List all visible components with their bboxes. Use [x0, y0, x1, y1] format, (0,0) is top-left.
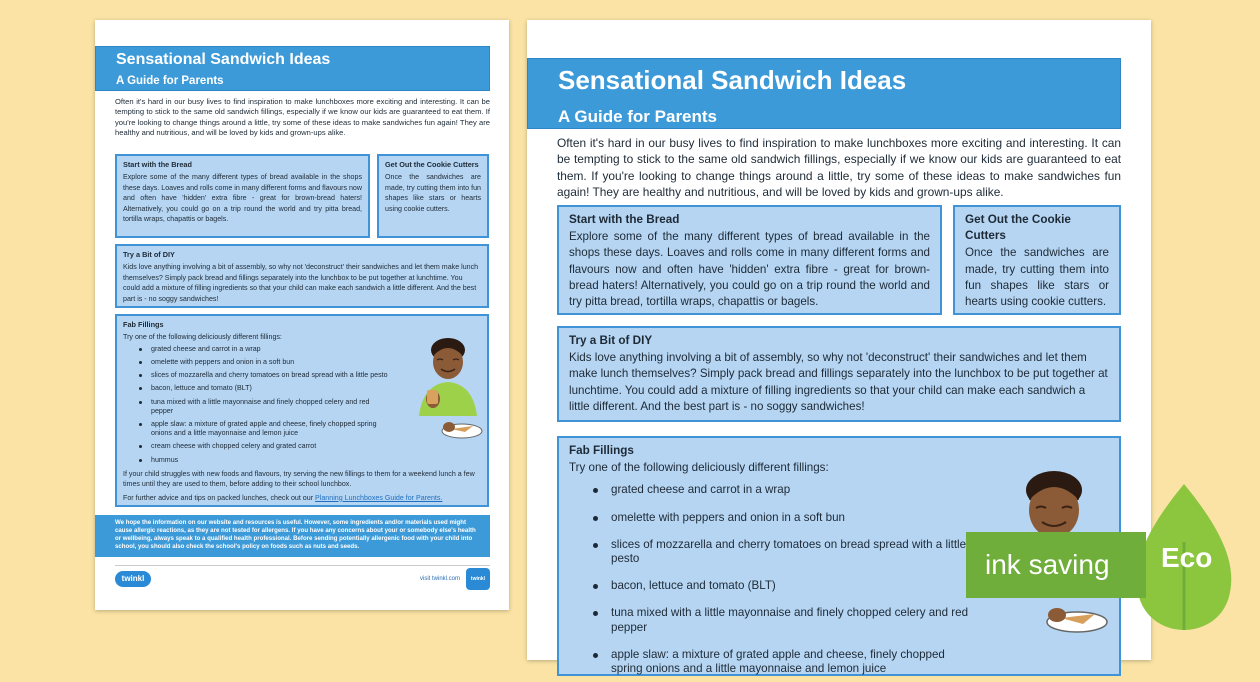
bread-title: Start with the Bread: [123, 160, 192, 169]
bread-box: [115, 154, 370, 238]
diy-text: Kids love anything involving a bit of assembly, so why not 'deconstruct' their sandwiches and let them make lunch themselves? Simply pack bread and fillings separately into the lunchbox to be put together at lunchtime. You could add a mixture of filling ingredients so that your child can make each sandwich a little different. And the best part is - no soggy sandwiches!: [123, 263, 479, 303]
list-item: tuna mixed with a little mayonnaise and finely chopped celery and red pepper: [138, 398, 388, 416]
page-footer: [115, 565, 490, 591]
fillings-lead: Try one of the following deliciously different fillings:: [123, 333, 282, 342]
title-banner-large: [527, 58, 1121, 129]
list-item: cream cheese with chopped celery and grated carrot: [138, 442, 388, 451]
title-banner: [95, 46, 490, 91]
list-item: grated cheese and carrot in a wrap: [138, 345, 388, 354]
diy-title-large: Try a Bit of DIY: [569, 334, 653, 347]
list-item: omelette with peppers and onion in a soft bun: [138, 358, 388, 367]
diy-title: Try a Bit of DIY: [123, 250, 175, 259]
list-item: bacon, lettuce and tomato (BLT): [138, 384, 388, 393]
fillings-advice: [123, 493, 481, 503]
page-subtitle: A Guide for Parents: [116, 75, 224, 87]
page-title: Sensational Sandwich Ideas: [116, 51, 331, 68]
cutters-title: Get Out the Cookie Cutters: [385, 160, 479, 169]
bread-title-large: Start with the Bread: [569, 213, 680, 226]
diy-box-large: [557, 326, 1121, 422]
bread-text: Explore some of the many different types of bread available in the shops these days. Loaves and rolls come in many different forms and flavours now and often have 'hidden' extra fibre - great for brown-bread haters! Alternatively, you could go on a trip round the world and try pitta bread, tortilla wraps, chapattis or bagels.: [123, 173, 362, 224]
bread-box-large: [557, 205, 942, 315]
cutters-box-large: [953, 205, 1121, 315]
fillings-list: [123, 345, 388, 465]
fillings-title-large: Fab Fillings: [569, 444, 634, 457]
intro-paragraph-large: Often it's hard in our busy lives to find inspiration to make lunchboxes more exciting and interesting. It can be tempting to stick to the same old sandwich fillings, especially if we know our kids are guaranteed to eat them. If you're looking to change things around a little, try some of these ideas to make sandwiches fun again! They are healthy and nutritious, and will be loved by kids and grown-ups alike.: [557, 136, 1121, 199]
allergy-notice: We hope the information on our website and resources is useful. However, some ingredients and/or materials used might cause allergic reactions, as they are not tested for allergens. If you have any concerns about your or somebody else's health or wellbeing, always speak to a qualified health professional. Before sending potentially allergenic food with your child into school, you should also check the school's policy on foods such as nuts and seeds.: [95, 515, 490, 557]
cutters-title-large: Get Out the Cookie Cutters: [965, 213, 1071, 243]
list-item: apple slaw: a mixture of grated apple and cheese, finely chopped spring onions and a little mayonnaise and lemon juice: [138, 420, 388, 438]
list-item: hummus: [138, 456, 388, 465]
list-item: slices of mozzarella and cherry tomatoes on bread spread with a little pesto: [591, 537, 969, 572]
ink-saving-label: ink saving: [966, 532, 1146, 598]
diy-text-large: Kids love anything involving a bit of assembly, so why not 'deconstruct' their sandwiches and let them make lunch themselves? Simply pack bread and fillings separately into the lunchbox to be put together at lunchtime. You could add a mixture of filling ingredients so that your child can make each sandwich a little different. And the best part is - no soggy sandwiches!: [569, 351, 1108, 413]
bread-text-large: Explore some of the many different types of bread available in the shops these days. Loaves and rolls come in many different forms and flavours now and often have 'hidden' extra fibre - great for brown-bread haters! Alternatively, you could go on a trip round the world and try pitta bread, tortilla wraps, chapattis or bagels.: [569, 230, 930, 309]
advice-prefix: For further advice and tips on packed lunches, check out our: [123, 493, 316, 502]
cutters-box: [377, 154, 489, 238]
fillings-lead-large: Try one of the following deliciously different fillings:: [569, 461, 829, 475]
fillings-box: [115, 314, 489, 507]
cutters-text: Once the sandwiches are made, try cutting them into fun shapes like stars or hearts using cookie cutters.: [385, 173, 481, 213]
child-eating-illustration: [413, 336, 483, 448]
intro-paragraph: Often it's hard in our busy lives to find inspiration to make lunchboxes more exciting and interesting. It can be tempting to stick to the same old sandwich fillings, especially if we know our kids are guaranteed to eat them. If you're looking to change things around a little, try some of these ideas to make sandwiches fun again! They are healthy and nutritious, and will be loved by kids and grown-ups alike.: [115, 97, 490, 138]
list-item: apple slaw: a mixture of grated apple and cheese, finely chopped spring onions and a little mayonnaise and lemon juice: [591, 647, 969, 682]
diy-box: [115, 244, 489, 308]
list-item: omelette with peppers and onion in a soft bun: [591, 510, 969, 531]
footer-site: visit twinkl.com: [419, 576, 460, 582]
page-title-large: Sensational Sandwich Ideas: [558, 65, 907, 95]
twinkl-badge: twinkl: [466, 568, 490, 590]
fillings-title: Fab Fillings: [123, 320, 164, 329]
ink-saving-eco-badge: [966, 482, 1260, 630]
fillings-after: If your child struggles with new foods and flavours, try serving the new fillings to them for a weekend lunch a few times until they are used to them, before adding to their school lunchbox.: [123, 469, 475, 489]
page-subtitle-large: A Guide for Parents: [558, 107, 718, 126]
lunchbox-guide-link[interactable]: Planning Lunchboxes Guide for Parents.: [315, 493, 443, 502]
eco-label: Eco: [1161, 542, 1213, 573]
cutters-text-large: Once the sandwiches are made, try cutting them into fun shapes like stars or hearts using cookie cutters.: [965, 246, 1109, 309]
twinkl-logo: twinkl: [115, 571, 151, 587]
preview-page-small: [95, 20, 509, 610]
list-item: grated cheese and carrot in a wrap: [591, 482, 969, 503]
list-item: bacon, lettuce and tomato (BLT): [591, 578, 969, 599]
fillings-list-large: [569, 482, 969, 682]
list-item: tuna mixed with a little mayonnaise and finely chopped celery and red pepper: [591, 605, 969, 640]
list-item: slices of mozzarella and cherry tomatoes on bread spread with a little pesto: [138, 371, 388, 380]
